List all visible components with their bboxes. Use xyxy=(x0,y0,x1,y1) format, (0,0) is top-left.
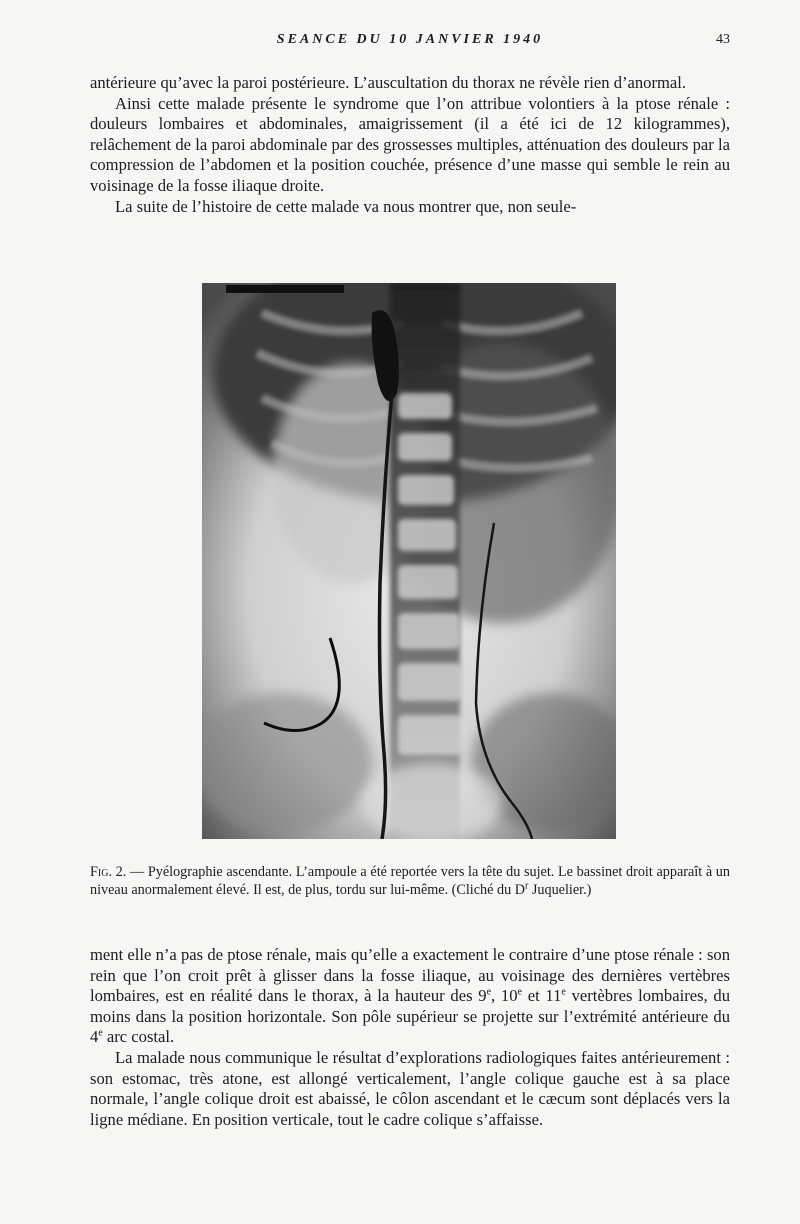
caption-text: — Pyélographie ascendante. L’ampoule a été reportée vers la tête du sujet. Le bassinet droit apparaît à un niveau anormalement élevé. Il est, de plus, tordu sur lui-même. (Cliché du D xyxy=(90,864,730,898)
figure-label: Fig. 2. xyxy=(90,864,127,880)
page-number: 43 xyxy=(716,32,730,47)
xray-figure xyxy=(202,283,616,839)
text-run: arc costal. xyxy=(102,1027,175,1047)
superscript: e xyxy=(517,986,522,998)
caption-superscript: r xyxy=(524,879,529,891)
caption-text-end: Juquelier.) xyxy=(528,881,592,898)
page-header xyxy=(90,32,730,54)
body-text-top xyxy=(90,73,730,217)
paragraph: Ainsi cette malade présente le syndrome que l’on attribue volontiers à la ptose rénale : douleurs lombaires et abdominales, amaigrissement (il a été ici de 12 kilogrammes), relâchement de la paroi abdominale par des grossesses multiples, atténuation des douleurs par la compression de l’abdomen et la position couchée, présence d’une masse qui semble le rein au voisinage de la fosse iliaque droite. xyxy=(90,93,730,195)
body-text-bottom xyxy=(90,945,730,1130)
text-run: et 11 xyxy=(521,986,562,1006)
paragraph: antérieure qu’avec la paroi postérieure. L’auscultation du thorax ne révèle rien d’anormal. xyxy=(90,73,687,92)
superscript: e xyxy=(98,1027,103,1039)
superscript: e xyxy=(561,986,566,998)
text-run: ment elle n’a pas de ptose rénale, mais qu’elle a exactement le contraire d’une ptose rénale : son rein que l’on croit prêt à glisser dans la fosse iliaque, au voisinage des dernières vertèbres lombaires, est en réalité dans le thorax, à la hauteur des 9 xyxy=(90,945,730,1006)
paragraph xyxy=(90,945,730,1048)
paragraph: La suite de l’histoire de cette malade va nous montrer que, non seule- xyxy=(115,196,577,216)
text-run: , 10 xyxy=(491,986,518,1006)
figure-caption xyxy=(90,864,730,899)
xray-image xyxy=(202,283,616,839)
text-run: vertèbres lombaires, du moins dans la position horizontale. Son pôle supérieur se projette sur l’extrémité antérieure du 4 xyxy=(90,986,731,1047)
running-head: SEANCE DU 10 JANVIER 1940 xyxy=(276,32,544,47)
paragraph: La malade nous communique le résultat d’explorations radiologiques faites antérieurement : son estomac, très atone, est allongé verticalement, l’angle colique gauche est à sa place normale, l’angle colique droit est abaissé, le côlon ascendant et le cæcum sont déplacés vers la ligne médiane. En position verticale, tout le cadre colique s’affaisse. xyxy=(90,1047,730,1129)
superscript: e xyxy=(486,986,492,998)
